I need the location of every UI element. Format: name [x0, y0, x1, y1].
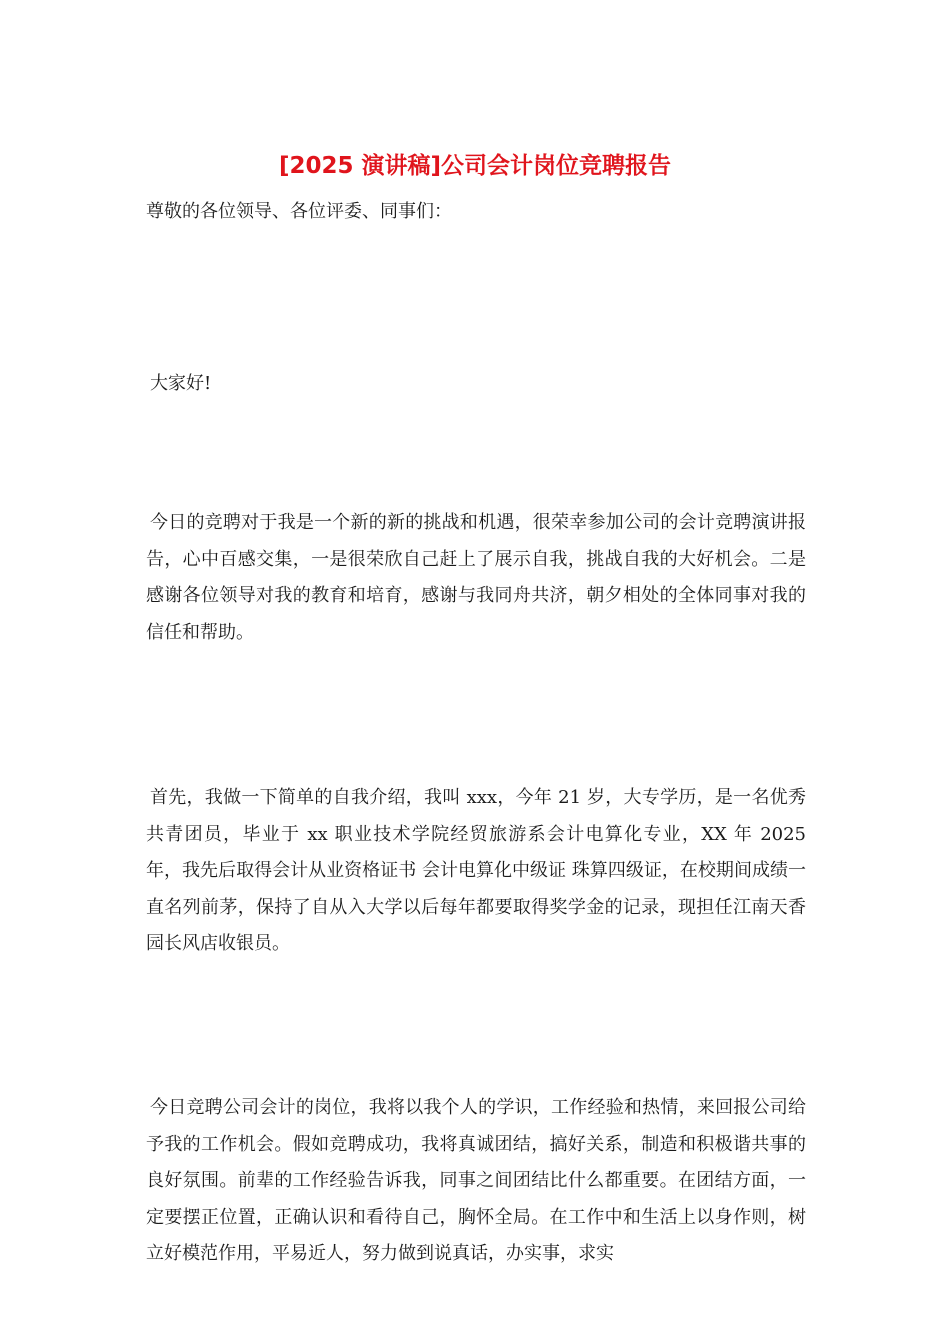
paragraph-1: 今日的竞聘对于我是一个新的新的挑战和机遇，很荣幸参加公司的会计竞聘演讲报告，心中百感交集，一是很荣欣自己赶上了展示自我，挑战自我的大好机会。二是感谢各位领导对我的教育和培育，感谢与我同舟共济，朝夕相处的全体同事对我的信任和帮助。 — [146, 512, 806, 643]
hello-line: 大家好! — [150, 373, 212, 394]
paragraph-3: 今日竞聘公司会计的岗位，我将以我个人的学识，工作经验和热情，来回报公司给予我的工作机会。假如竞聘成功，我将真诚团结，搞好关系，制造和积极谐共事的良好氛围。前辈的工作经验告诉我，同事之间团结比什么都重要。在团结方面，一定要摆正位置，正确认识和看待自己，胸怀全局。在工作中和生活上以身作则，树立好模范作用，平易近人，努力做到说真话，办实事，求实 — [146, 1097, 806, 1264]
greeting-line: 尊敬的各位领导、各位评委、同事们： — [146, 201, 452, 222]
document-title: [2025 演讲稿]公司会计岗位竞聘报告 — [278, 153, 672, 179]
paragraph-2: 首先，我做一下简单的自我介绍，我叫 xxx，今年 21 岁，大专学历，是一名优秀共青团员，毕业于 xx 职业技术学院经贸旅游系会计电算化专业，XX 年 2025 年，我先后取得会计从业资格证书 会计电算化中级证 珠算四级证，在校期间成绩一直名列前茅，保持了自从入大学以后每年都要取得奖学金的记录，现担任江南天香园长风店收银员。 — [146, 787, 806, 954]
